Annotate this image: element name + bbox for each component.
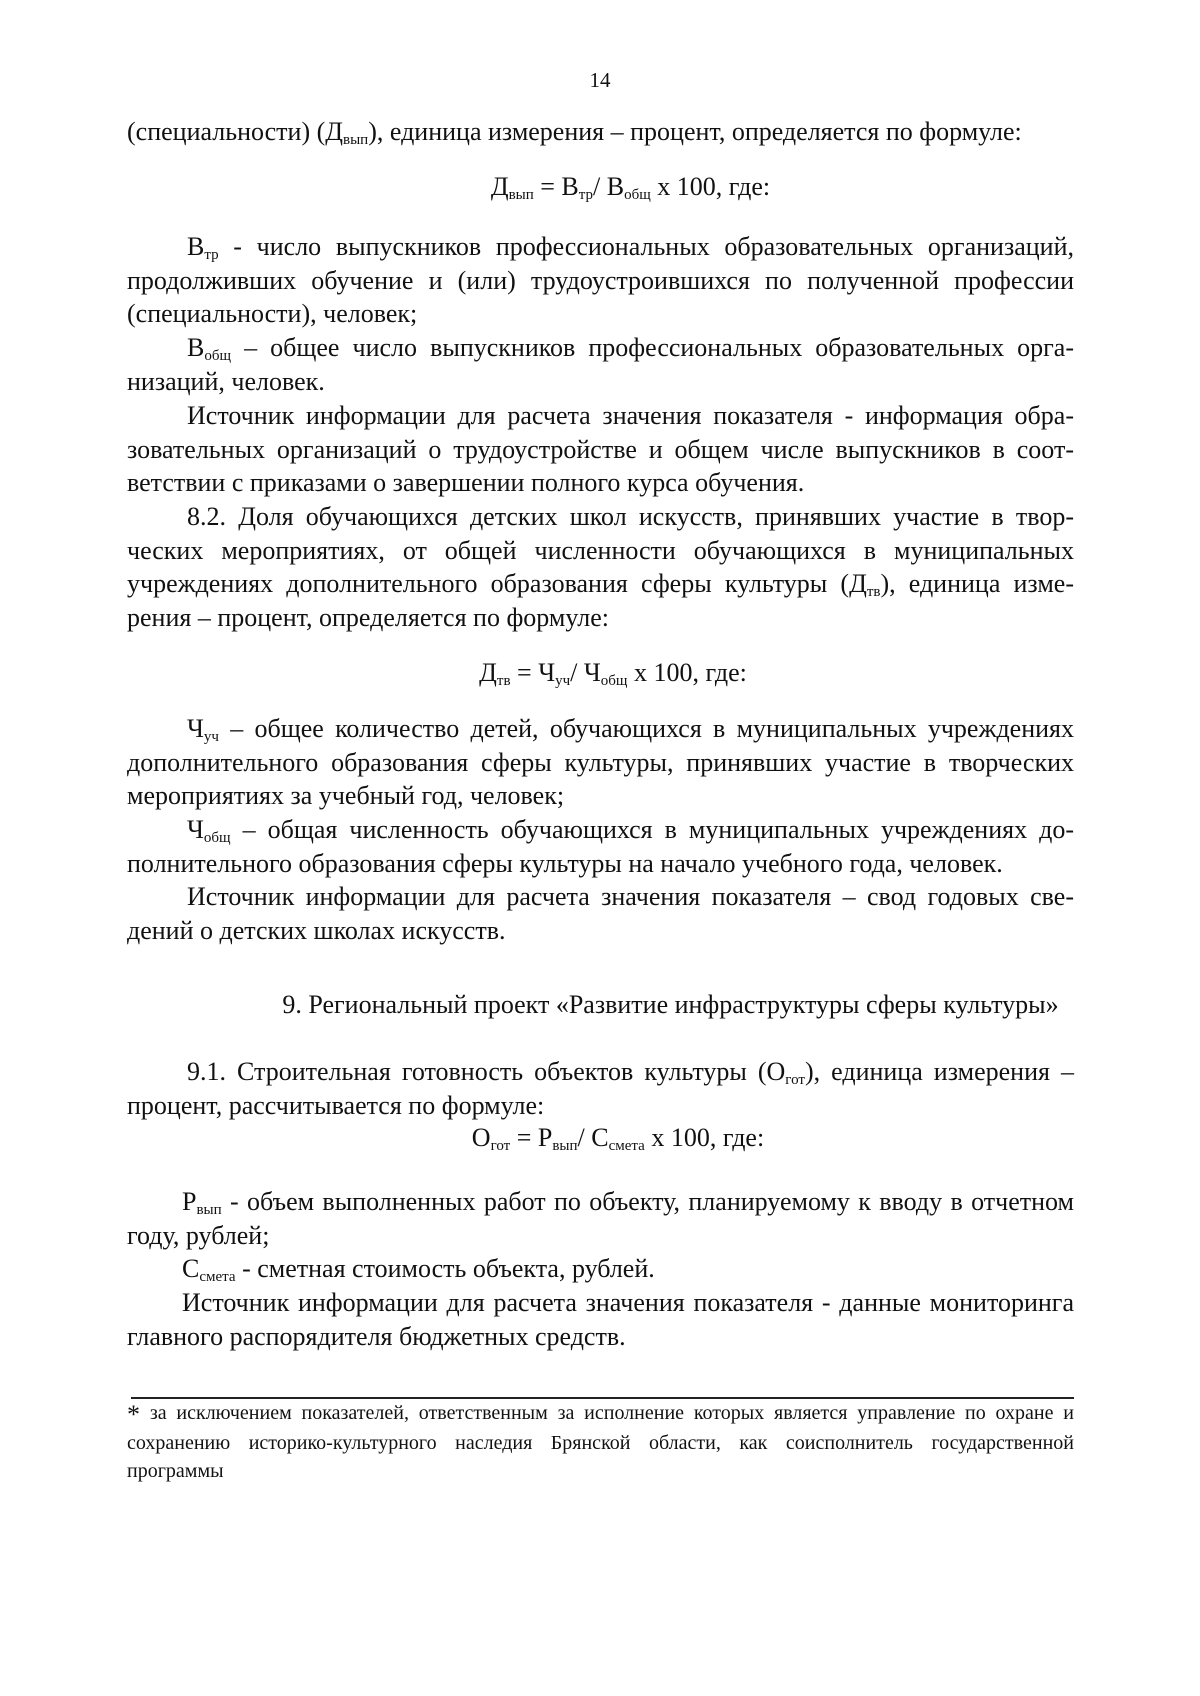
paragraph-6 [127,500,1074,634]
paragraph-16 [127,1286,1074,1353]
formula-13 [127,1121,1074,1155]
text-run: Ч [187,815,204,844]
text-run: Ч [187,714,204,743]
subscript: вып [508,187,534,203]
formula-2 [127,170,1074,204]
text-run: О [471,1123,491,1152]
subscript: общ [624,187,651,203]
text-run: 9. Региональный проект «Развитие инфраструктуры сферы культуры» [282,990,1059,1019]
text-run: Источник информации для расчета значения показателя - информация образовательных организаций о трудоустройстве и общем числе выпускников в соответствии с приказами о завершении полного курса обучения. [127,401,1074,497]
paragraph-4 [127,331,1074,398]
subscript: уч [203,729,219,745]
text-run: ), единица измерения – процент, определяется по формуле: [368,117,1022,146]
text-run: / С [577,1123,609,1152]
subscript: тв [866,584,881,600]
subscript: вып [552,1138,578,1154]
text-run: Источник информации для расчета значения показателя – свод годовых сведений о детских школах искусств. [127,882,1074,945]
text-run: Р [182,1187,197,1216]
text-run: Д [479,658,497,687]
text-run: 8.2. Доля обучающихся детских школ искусств, принявших участие в творческих мероприятиях, от общей численности обучающихся в муниципальных учреждениях дополнительного образования сферы культуры (Д [127,502,1074,598]
page-number: 14 [589,68,611,92]
text-run: (специальности) (Д [127,117,344,146]
text-run: В [187,333,205,362]
text-run: х 100, где: [650,172,771,201]
text-run: - объем выполненных работ по объекту, планируемому к вводу в отчетном году, рублей; [127,1187,1074,1250]
paragraph-10 [127,880,1074,947]
subscript: тр [204,247,219,263]
subscript: гот [785,1072,805,1088]
paragraph-1 [127,115,1074,149]
text-run: Источник информации для расчета значения показателя - данные мониторинга главного распорядителя бюджетных средств. [127,1288,1074,1351]
subscript: тр [578,187,594,203]
paragraph-12 [127,1055,1074,1122]
text-run: / В [593,172,625,201]
paragraph-15 [127,1252,1074,1286]
text-run: = В [533,172,579,201]
text-run: Д [490,172,509,201]
text-run: С [182,1254,200,1283]
subscript: общ [600,673,628,689]
text-run: - сметная стоимость объекта, рублей. [235,1254,655,1283]
subscript: смета [199,1269,236,1285]
text-run: В [187,232,205,261]
text-run: ), единица измерения – процент, рассчитывается по формуле: [127,1057,1074,1120]
footnote-mark: * [127,1400,140,1429]
paragraph-8 [127,712,1074,813]
text-run: 9.1. Строительная готовность объектов культуры (О [187,1057,786,1086]
text-run: – общая численность обучающихся в муниципальных учреждениях дополнительного образования сферы культуры на начало учебного года, человек. [127,815,1074,878]
paragraph-3 [127,230,1074,331]
text-run: – общее число выпускников профессиональных образовательных организаций, человек. [127,333,1074,396]
subscript: смета [608,1138,645,1154]
paragraph-5 [127,399,1074,500]
formula-11 [127,988,1074,1022]
text-run: / Ч [570,658,601,687]
text-run: х 100, где: [644,1123,765,1152]
paragraph-9 [127,813,1074,880]
paragraph-14 [127,1185,1074,1252]
text-run: – общее количество детей, обучающихся в муниципальных учреждениях дополнительного образования сферы культуры, принявших участие в творческих мероприятиях за учебный год, человек; [127,714,1074,810]
subscript: общ [203,830,231,846]
subscript: гот [490,1138,511,1154]
footnote [127,1399,1074,1485]
subscript: вып [196,1202,222,1218]
text-run: ), единица измерения – процент, определяется по формуле: [127,569,1074,632]
text-run: = Р [510,1123,553,1152]
text-run: = Ч [510,658,556,687]
subscript: уч [555,673,571,689]
text-run: х 100, где: [627,658,747,687]
subscript: вып [343,132,369,148]
footnote-text: за исключением показателей, ответственным за исполнение которых является управление по охране и сохранению историко-культурного наследия Брянской области, как соисполнитель государственной программы [127,1402,1075,1482]
text-run: - число выпускников профессиональных образовательных организаций, продолживших обучение и (или) трудоустроившихся по полученной профессии (специальности), человек; [127,232,1074,328]
formula-7 [127,656,1074,690]
subscript: общ [204,348,232,364]
subscript: тв [496,673,511,689]
